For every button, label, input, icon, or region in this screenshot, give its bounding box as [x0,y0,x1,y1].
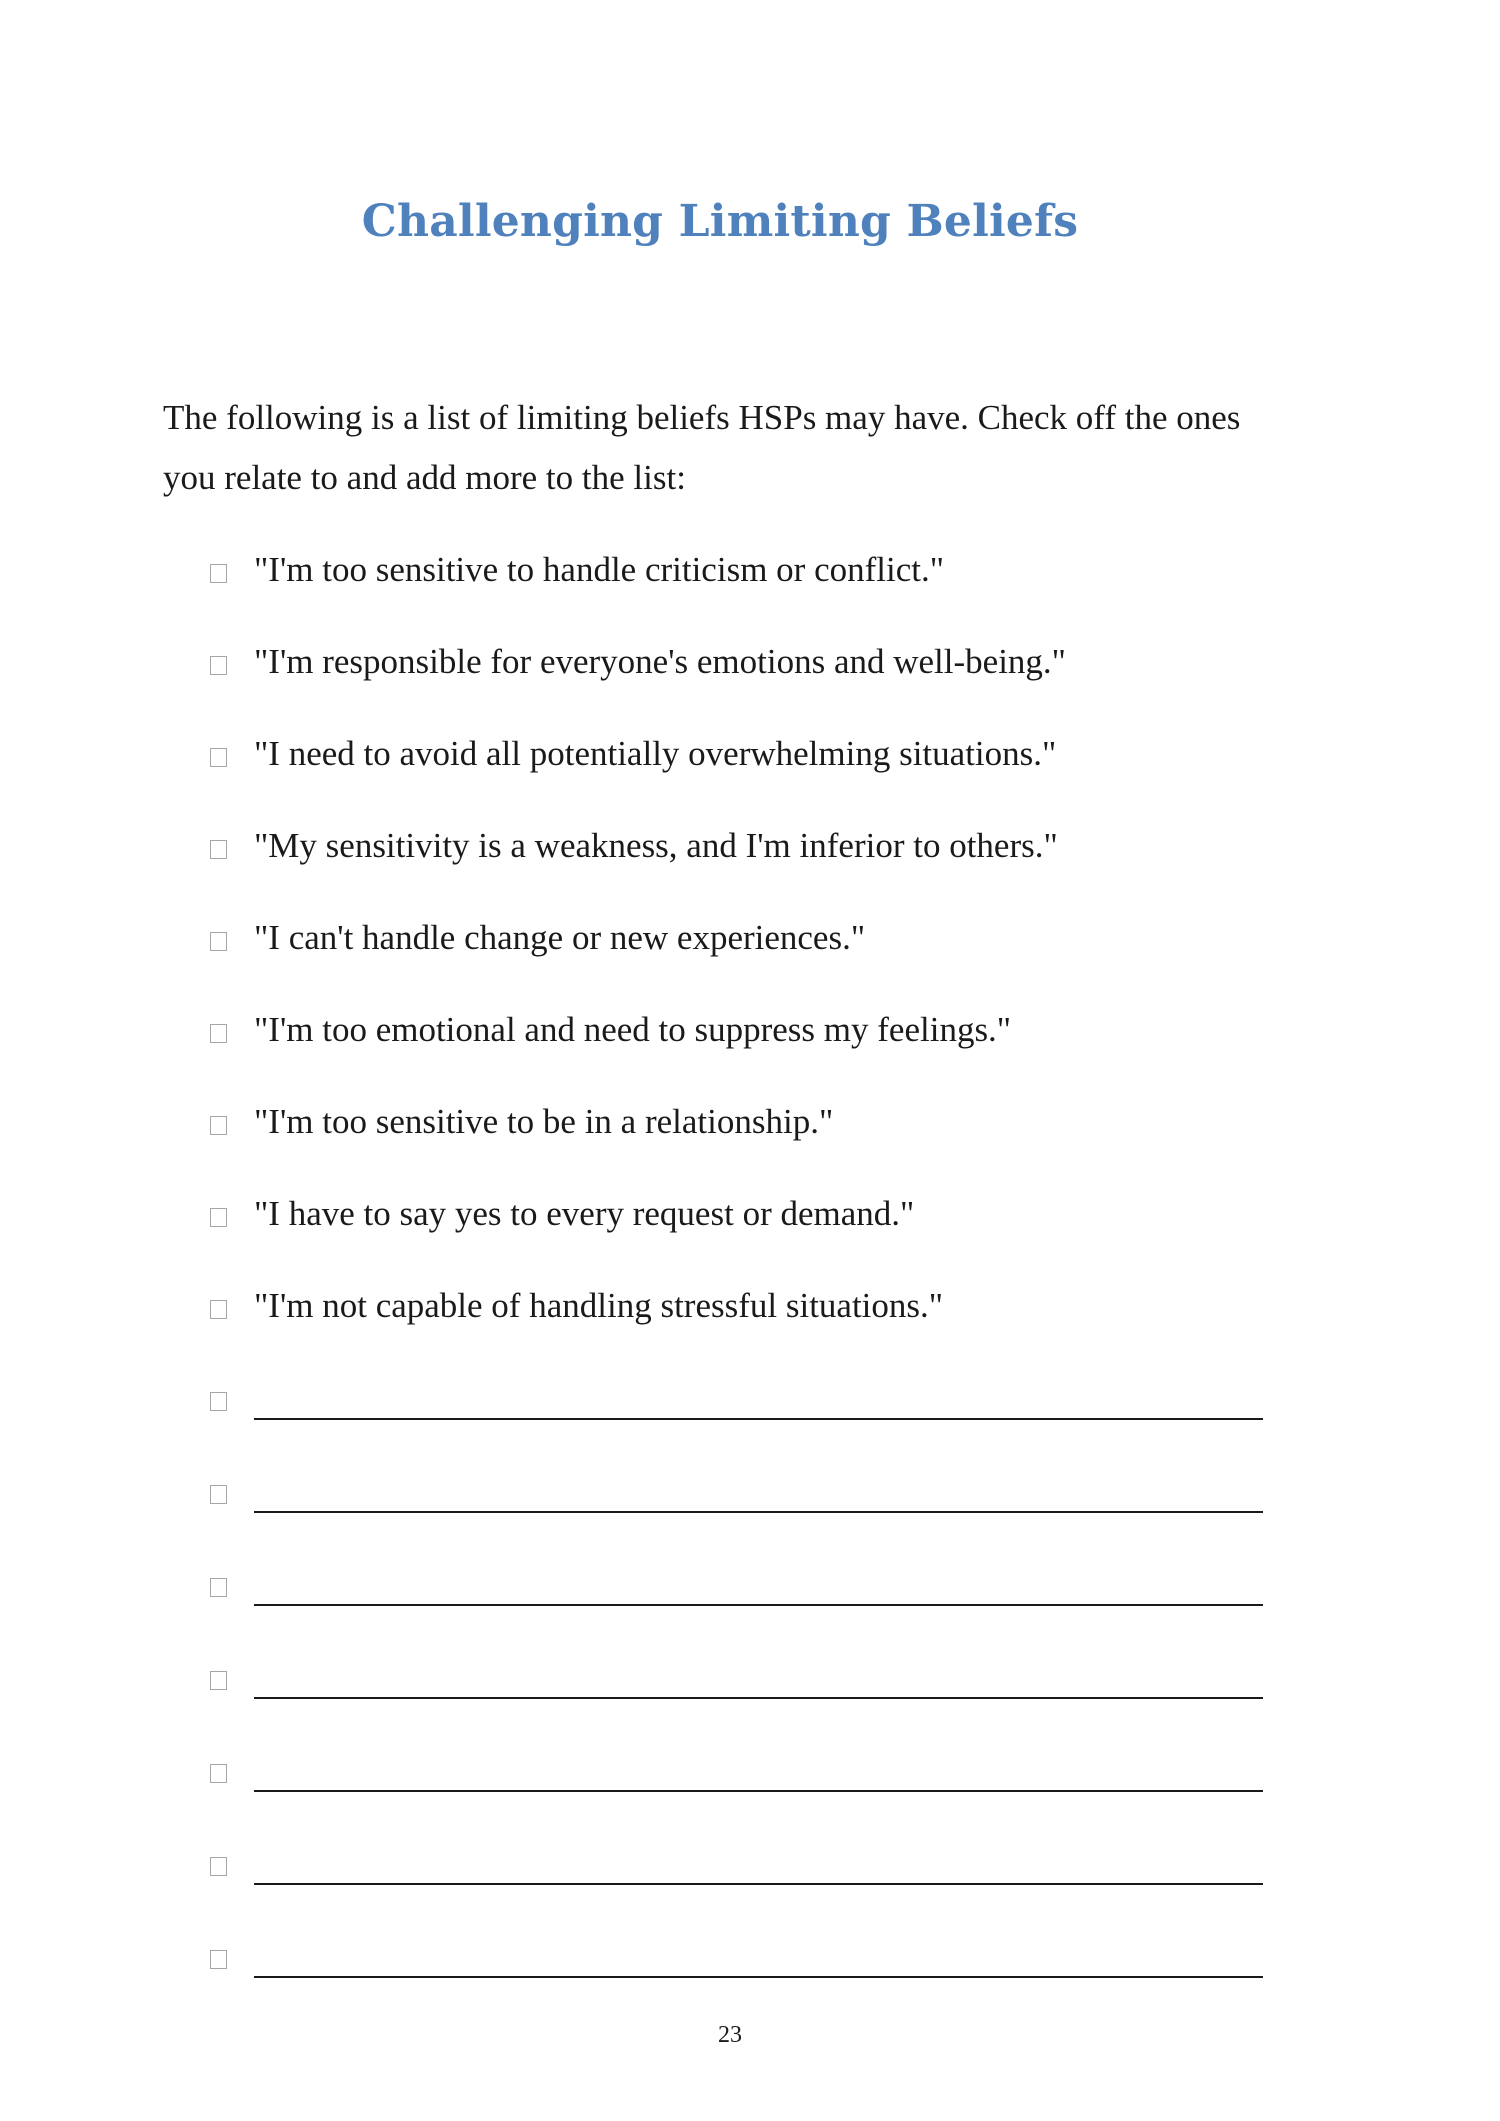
checkbox-icon[interactable] [210,1485,227,1504]
belief-text: "I'm not capable of handling stressful situations." [254,1286,944,1325]
write-in-line[interactable] [254,1976,1263,1978]
blank-belief-item [0,1463,1500,1523]
intro-paragraph: The following is a list of limiting beliefs HSPs may have. Check off the ones you relate to and add more to the list: [163,398,1241,497]
checkbox-icon[interactable] [210,1764,227,1783]
blank-belief-item [0,1835,1500,1895]
blank-belief-item [0,1649,1500,1709]
belief-item [0,542,1500,602]
page-title: Challenging Limiting Beliefs [361,196,1079,247]
belief-item [0,1186,1500,1246]
belief-text: "My sensitivity is a weakness, and I'm inferior to others." [254,826,1058,865]
checkbox-icon[interactable] [210,1392,227,1411]
belief-item [0,1002,1500,1062]
belief-text: "I'm too emotional and need to suppress my feelings." [254,1010,1012,1049]
checkbox-icon[interactable] [210,564,227,583]
checkbox-icon[interactable] [210,1950,227,1969]
blank-belief-item [0,1742,1500,1802]
write-in-line[interactable] [254,1883,1263,1885]
belief-item [0,818,1500,878]
checkbox-icon[interactable] [210,1024,227,1043]
write-in-line[interactable] [254,1790,1263,1792]
checkbox-icon[interactable] [210,932,227,951]
belief-item [0,910,1500,970]
belief-text: "I'm too sensitive to be in a relationship." [254,1102,834,1141]
belief-text: "I need to avoid all potentially overwhelming situations." [254,734,1057,773]
blank-belief-item [0,1556,1500,1616]
write-in-line[interactable] [254,1511,1263,1513]
belief-item [0,1094,1500,1154]
belief-text: "I can't handle change or new experiences." [254,918,866,957]
write-in-line[interactable] [254,1418,1263,1420]
belief-item [0,1278,1500,1338]
blank-belief-item [0,1370,1500,1430]
checkbox-icon[interactable] [210,1578,227,1597]
belief-item [0,726,1500,786]
checkbox-icon[interactable] [210,1300,227,1319]
write-in-line[interactable] [254,1697,1263,1699]
checkbox-icon[interactable] [210,1671,227,1690]
belief-text: "I'm too sensitive to handle criticism or conflict." [254,550,945,589]
checkbox-icon[interactable] [210,1208,227,1227]
checkbox-icon[interactable] [210,840,227,859]
checkbox-icon[interactable] [210,1116,227,1135]
belief-item [0,634,1500,694]
blank-belief-item [0,1928,1500,1988]
page-number: 23 [718,2022,742,2048]
belief-text: "I have to say yes to every request or demand." [254,1194,915,1233]
belief-text: "I'm responsible for everyone's emotions and well-being." [254,642,1066,681]
write-in-line[interactable] [254,1604,1263,1606]
checkbox-icon[interactable] [210,748,227,767]
checkbox-icon[interactable] [210,656,227,675]
checkbox-icon[interactable] [210,1857,227,1876]
